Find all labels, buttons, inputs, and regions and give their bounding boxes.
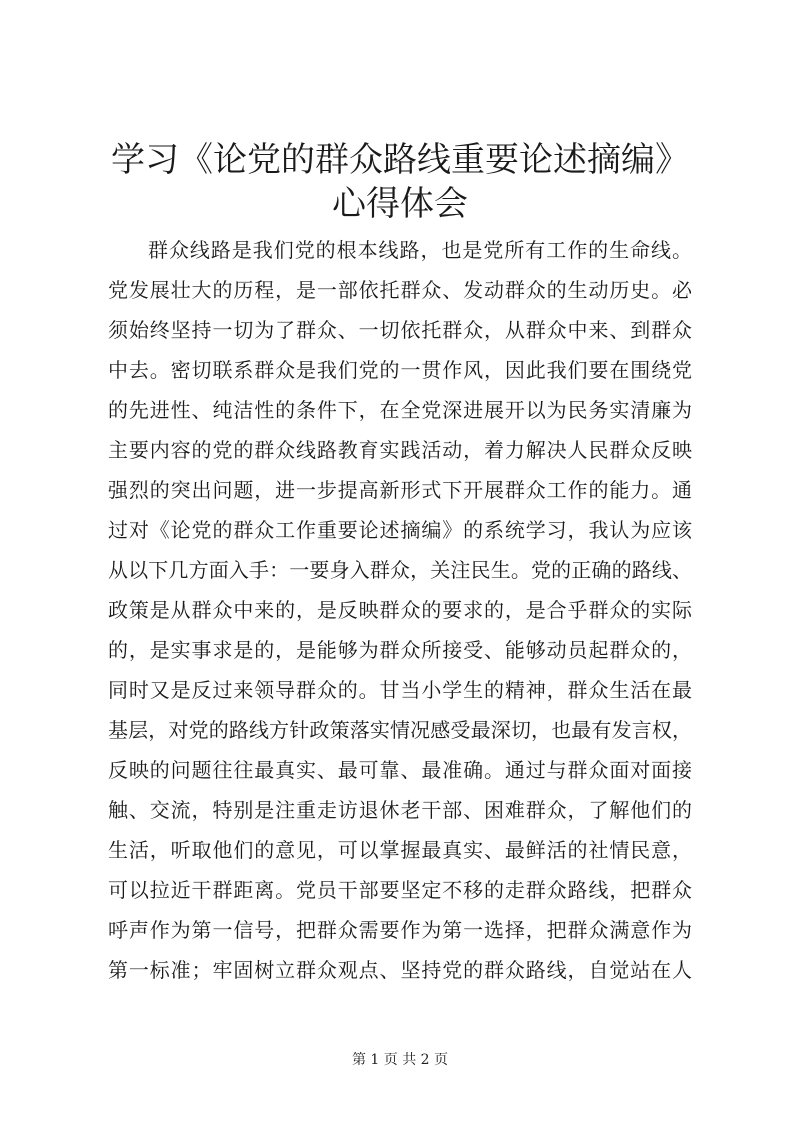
paragraph-line: 主要内容的党的群众线路教育实践活动，着力解决人民群众反映	[108, 438, 692, 462]
paragraph-line: 党发展壮大的历程，是一部依托群众、发动群众的生动历史。必	[108, 278, 692, 302]
paragraph-line: 第一标准；牢固树立群众观点、坚持党的群众路线，自觉站在人	[108, 958, 692, 982]
paragraph-line: 基层，对党的路线方针政策落实情况感受最深切，也最有发言权，	[108, 718, 692, 742]
body-paragraph	[108, 230, 692, 990]
paragraph-line: 过对《论党的群众工作重要论述摘编》的系统学习，我认为应该	[108, 518, 692, 542]
paragraph-line: 生活，听取他们的意见，可以掌握最真实、最鲜活的社情民意，	[108, 838, 692, 862]
paragraph-line: 强烈的突出问题，进一步提高新形式下开展群众工作的能力。通	[108, 478, 692, 502]
paragraph-line: 同时又是反过来领导群众的。甘当小学生的精神，群众生活在最	[108, 678, 692, 702]
paragraph-line: 呼声作为第一信号，把群众需要作为第一选择，把群众满意作为	[108, 918, 692, 942]
paragraph-line: 触、交流，特别是注重走访退休老干部、困难群众，了解他们的	[108, 798, 692, 822]
paragraph-line: 须始终坚持一切为了群众、一切依托群众，从群众中来、到群众	[108, 318, 692, 342]
document-title: 学习《论党的群众路线重要论述摘编》心得体会	[111, 140, 689, 224]
paragraph-line: 群众线路是我们党的根本线路，也是党所有工作的生命线。	[148, 238, 692, 262]
paragraph-line: 可以拉近干群距离。党员干部要坚定不移的走群众路线，把群众	[108, 878, 692, 902]
paragraph-line: 政策是从群众中来的，是反映群众的要求的，是合乎群众的实际	[108, 598, 692, 622]
paragraph-line: 的，是实事求是的，是能够为群众所接受、能够动员起群众的，	[108, 638, 692, 662]
paragraph-line: 的先进性、纯洁性的条件下，在全党深进展开以为民务实清廉为	[108, 398, 692, 422]
paragraph-line: 从以下几方面入手：一要身入群众，关注民生。党的正确的路线、	[108, 558, 692, 582]
page-number-footer: 第 1 页 共 2 页	[351, 1052, 449, 1068]
paragraph-line: 反映的问题往往最真实、最可靠、最准确。通过与群众面对面接	[108, 758, 692, 782]
paragraph-line: 中去。密切联系群众是我们党的一贯作风，因此我们要在围绕党	[108, 358, 692, 382]
